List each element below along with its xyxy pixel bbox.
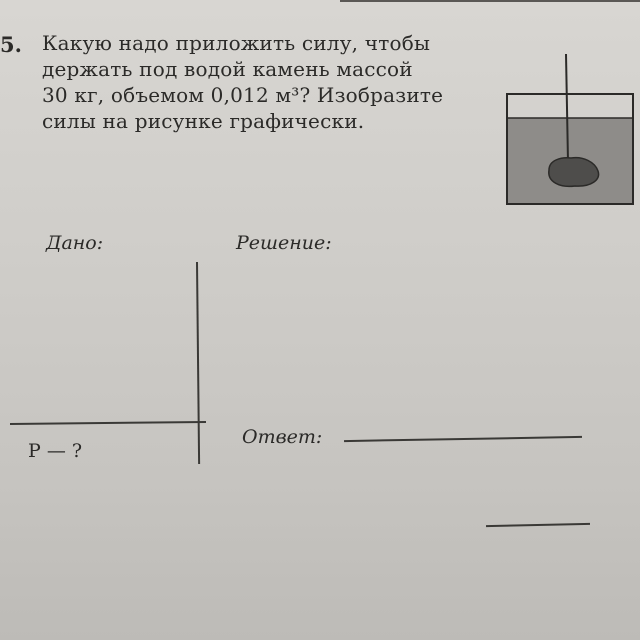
find-quantity: P — ? (28, 440, 83, 462)
solution-label: Решение: (236, 232, 332, 254)
divider-vertical (196, 262, 200, 464)
problem-line-2: держать под водой камень массой (42, 57, 413, 81)
stone-in-water-figure (505, 50, 635, 210)
problem-line-3: 30 кг, объемом 0,012 м³? Изобразите (42, 83, 444, 107)
top-rule (340, 0, 640, 2)
answer-line (344, 436, 582, 442)
extra-answer-line (486, 523, 590, 527)
problem-number: 5. (0, 32, 22, 57)
problem-line-1: Какую надо приложить силу, чтобы (42, 31, 431, 55)
answer-label: Ответ: (242, 426, 323, 448)
stone-shape (549, 158, 599, 187)
divider-horizontal (10, 421, 206, 425)
problem-statement (42, 30, 482, 134)
given-label: Дано: (46, 232, 104, 254)
problem-line-4: силы на рисунке графически. (42, 109, 365, 133)
